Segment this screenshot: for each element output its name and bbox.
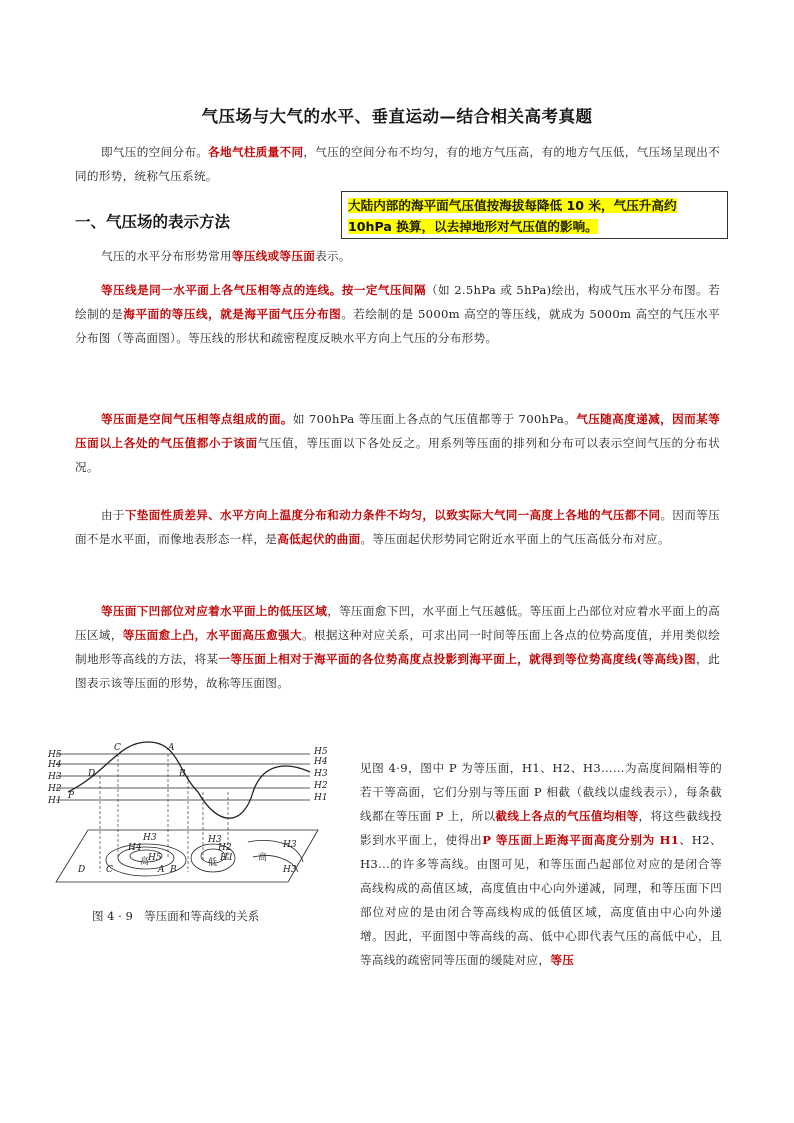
label-h4-right: H4 [314,757,328,767]
label-high: 高 [140,857,150,867]
callout-box [341,191,728,239]
bottom-a: A [158,865,165,875]
bottom-c: C [106,865,113,875]
point-p: P [68,791,75,801]
label-h4-left: H4 [48,760,62,770]
page-title: 气压场与大气的水平、垂直运动—结合相关高考真题 [201,107,593,126]
callout-text: 大陆内部的海平面气压值按海拔每降低 10 米，气压升高约 10hPa 换算，以去掉地形对气压值的影响。 [348,198,677,234]
bottom-h5: H5 [148,853,162,863]
paragraph-5: 等压面下凹部位对应着水平面上的低压区域，等压面愈下凹，水平面上气压越低。等压面上凸部位对应着水平面上的高压区域，等压面愈上凸，水平面高压愈强大。根据这种对应关系，可求出同一时间等压面上各点的位势高度值，并用类似绘制地形等高线的方法，将某一等压面上相对于海平面的各位势高度点投影到海平面上，就得到等位势高度线(等高线)图，此图表示该等压面的形势，故称等压面图。 [75,604,721,690]
label-h5-left: H5 [48,750,62,760]
bottom-h1: H1 [220,853,234,863]
label-h5-right: H5 [314,747,328,757]
paragraph-2: 等压线是同一水平面上各气压相等点的连线。按一定气压间隔（如 2.5hPa 或 5hPa)绘出，构成气压水平分布图。若绘制的是海平面的等压线，就是海平面气压分布图。若绘制的是 5000m 高空的等压线，就成为 5000m 高空的气压水平分布图（等高面图）。等压线的形状和疏密程度反映水平方向上气压的分布形势。 [75,283,721,345]
point-c: C [114,743,121,753]
label-h2-left: H2 [48,784,62,794]
bottom-h3a: H3 [143,833,157,843]
label-h2-right: H2 [314,781,328,791]
paragraph-1: 气压的水平分布形势常用等压线或等压面表示。 [101,249,351,263]
section-heading: 一、气压场的表示方法 [75,212,231,231]
point-b: B [179,769,186,779]
paragraph-6: 见图 4·9，图中 P 为等压面，H1、H2、H3……为高度间隔相等的若干等高面，它们分别与等压面 P 相截（截线以虚线表示），每条截线都在等压面 P 上，所以截线上各点的气压值均相等，将这些截线投影到水平面上，使得出P 等压面上距海平面高度分别为 H1、H2、H3…的许多等高线。由图可见，和等压面凸起部位对应的是闭合等高线构成的高值区域，高度值由中心向外递减，同理，和等压面下凹部位对应的是由闭合等高线构成的低值区域，高度值由中心向外递增。因此，平面图中等高线的高、低中心即代表气压的高低中心，且等高线的疏密同等压面的缓陡对应，等压 [360,761,723,967]
intro-paragraph: 即气压的空间分布。各地气柱质量不同，气压的空间分布不均匀，有的地方气压高，有的地方气压低，气压场呈现出不同的形势，统称气压系统。 [75,145,720,183]
bottom-h2: H2 [218,843,232,853]
bottom-b: B [170,865,177,875]
point-a: A [168,743,175,753]
figure-4-9 [48,732,338,932]
bottom-h4: H4 [128,843,142,853]
label-h1-left: H1 [48,796,62,806]
label-h1-right: H1 [314,793,328,803]
label-high-right: 高 [258,853,268,863]
bottom-h3b: H3 [208,835,222,845]
label-h3-right: H3 [314,769,328,779]
paragraph-4: 由于下垫面性质差异、水平方向上温度分布和动力条件不均匀，以致实际大气同一高度上各地的气压都不同。因而等压面不是水平面，而像地表形态一样，是高低起伏的曲面。等压面起伏形势同它附近水平面上的气压高低分布对应。 [75,508,720,546]
bottom-h3c: H3 [283,840,297,850]
paragraph-3: 等压面是空间气压相等点组成的面。如 700hPa 等压面上各点的气压值都等于 700hPa。气压随高度递减，因而某等压面以上各处的气压值都小于该面气压值，等压面以下各处反之。用系列等压面的排列和分布可以表示空间气压的分布状况。 [75,412,720,474]
label-low: 低 [208,858,218,868]
label-h3-left: H3 [48,772,62,782]
bottom-h3d: H3 [283,865,297,875]
point-d: D [88,769,96,779]
figure-caption: 图 4 · 9 等压面和等高线的关系 [92,909,260,923]
bottom-d: D [78,865,86,875]
isobaric-surface-diagram [48,732,338,912]
